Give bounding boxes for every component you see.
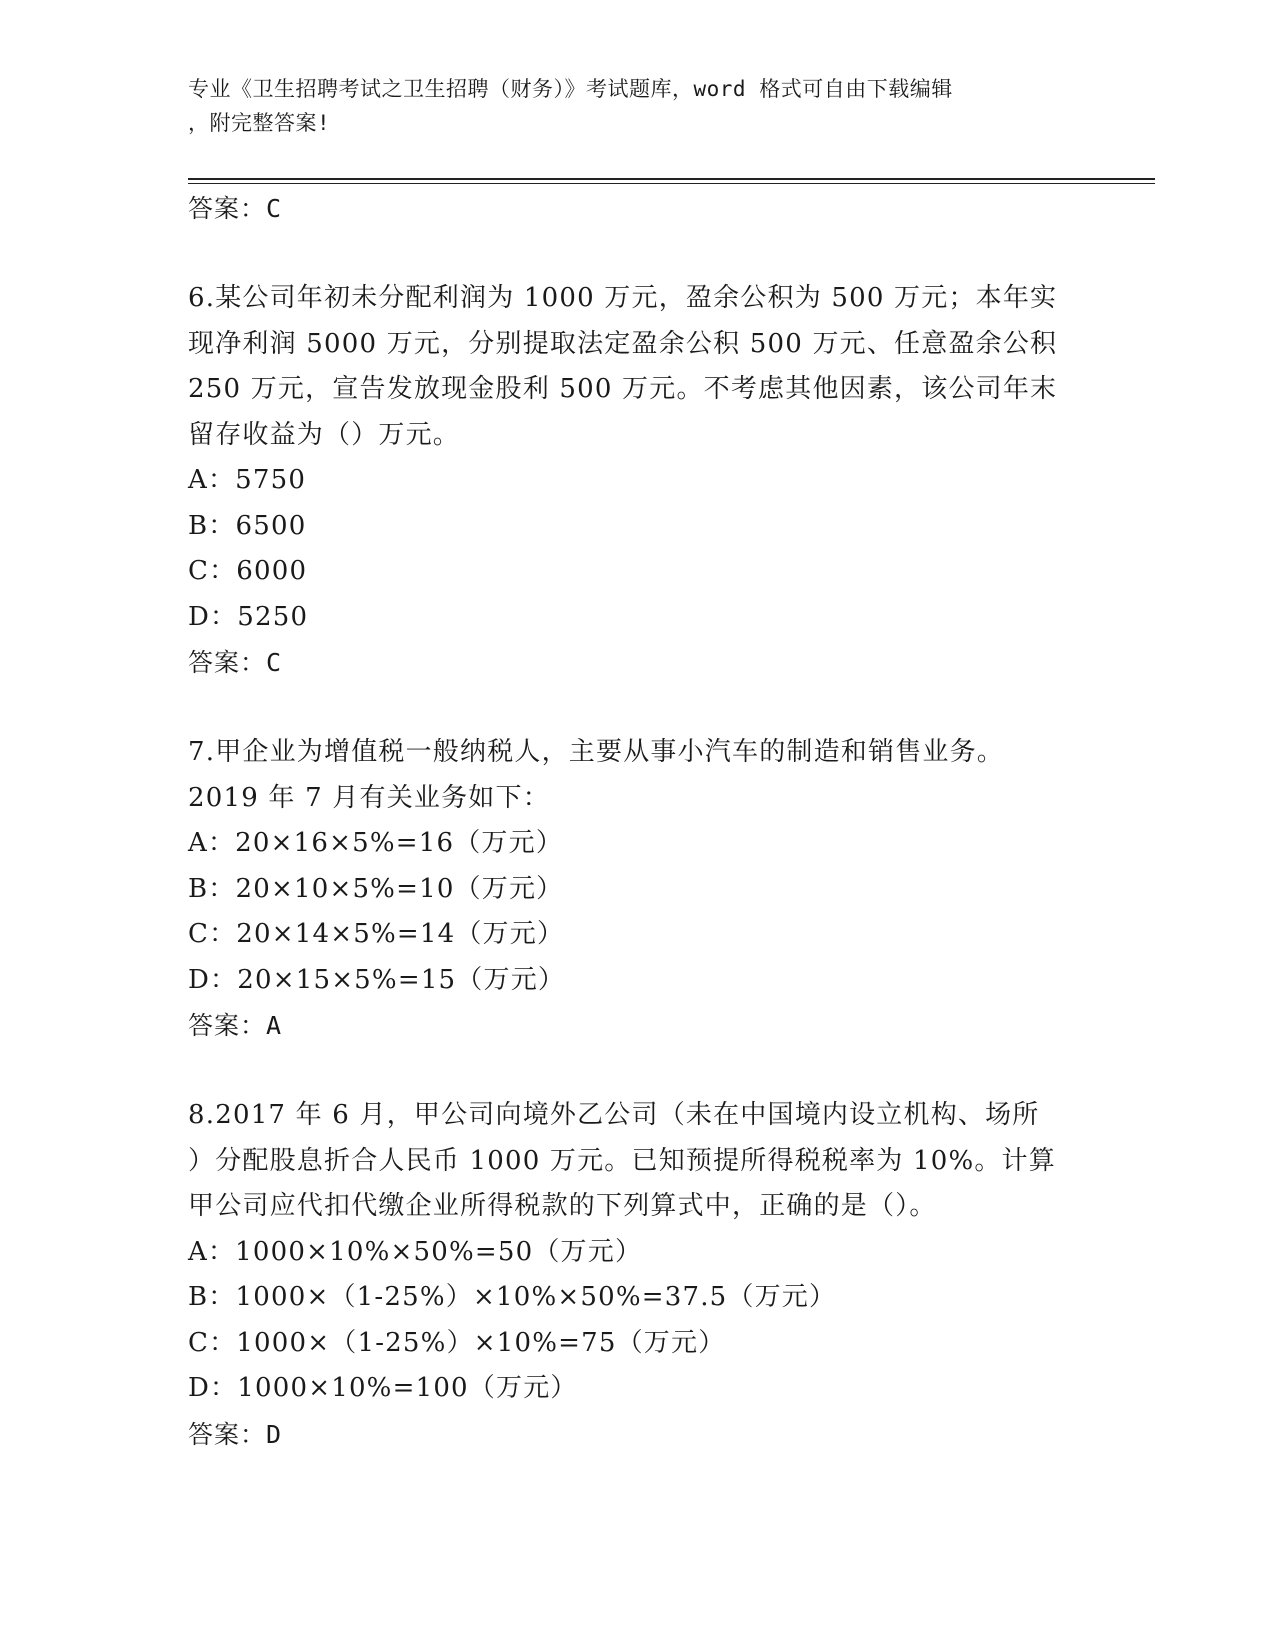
question-6 [188, 276, 1088, 686]
stem-line: 甲公司应代扣代缴企业所得税款的下列算式中，正确的是（）。 [188, 1191, 937, 1221]
stem-line: 250 万元，宣告发放现金股利 500 万元。不考虑其他因素，该公司年末 [188, 374, 1058, 404]
stem-line: ）分配股息折合人民币 1000 万元。已知预提所得税税率为 10%。计算 [188, 1145, 1056, 1176]
question-stem [188, 730, 1088, 821]
question-stem [188, 1093, 1088, 1230]
question-stem [188, 276, 1088, 458]
header-line-1: 专业《卫生招聘考试之卫生招聘（财务）》考试题库，word 格式可自由下载编辑 [188, 77, 953, 101]
document-body [188, 186, 1088, 1458]
option-d: D：1000×10%=100（万元） [188, 1373, 578, 1403]
previous-answer: 答案：C [188, 194, 283, 223]
stem-line: 8.2017 年 6 月，甲公司向境外乙公司（未在中国境内设立机构、场所 [188, 1100, 1040, 1130]
header-divider-thick [188, 178, 1155, 180]
stem-line: 留存收益为（）万元。 [188, 419, 461, 450]
stem-line: 2019 年 7 月有关业务如下： [188, 782, 550, 813]
option-a: A：20×16×5%=16（万元） [188, 828, 564, 858]
option-b: B：1000×（1-25%）×10%×50%=37.5（万元） [188, 1282, 837, 1312]
option-a: A：1000×10%×50%=50（万元） [188, 1236, 643, 1267]
option-c: C：6000 [188, 556, 308, 586]
option-b: B：6500 [188, 510, 307, 541]
option-c: C：1000×（1-25%）×10%=75（万元） [188, 1327, 726, 1358]
answer: 答案：D [188, 1419, 283, 1449]
question-8 [188, 1093, 1088, 1458]
stem-line: 6.某公司年初未分配利润为 1000 万元，盈余公积为 500 万元；本年实 [188, 283, 1058, 313]
answer: 答案：A [188, 1011, 283, 1040]
stem-line: 7.甲企业为增值税一般纳税人，主要从事小汽车的制造和销售业务。 [188, 737, 1005, 767]
header-divider-thin [188, 183, 1155, 184]
stem-line: 现净利润 5000 万元，分别提取法定盈余公积 500 万元、任意盈余公积 [188, 328, 1058, 359]
option-a: A：5750 [188, 465, 307, 495]
question-7 [188, 730, 1088, 1049]
option-c: C：20×14×5%=14（万元） [188, 919, 565, 949]
option-d: D：20×15×5%=15（万元） [188, 964, 566, 995]
document-header [188, 72, 1068, 140]
option-d: D：5250 [188, 601, 309, 632]
option-b: B：20×10×5%=10（万元） [188, 873, 564, 904]
header-line-2: ，附完整答案! [188, 111, 331, 135]
answer: 答案：C [188, 648, 283, 677]
